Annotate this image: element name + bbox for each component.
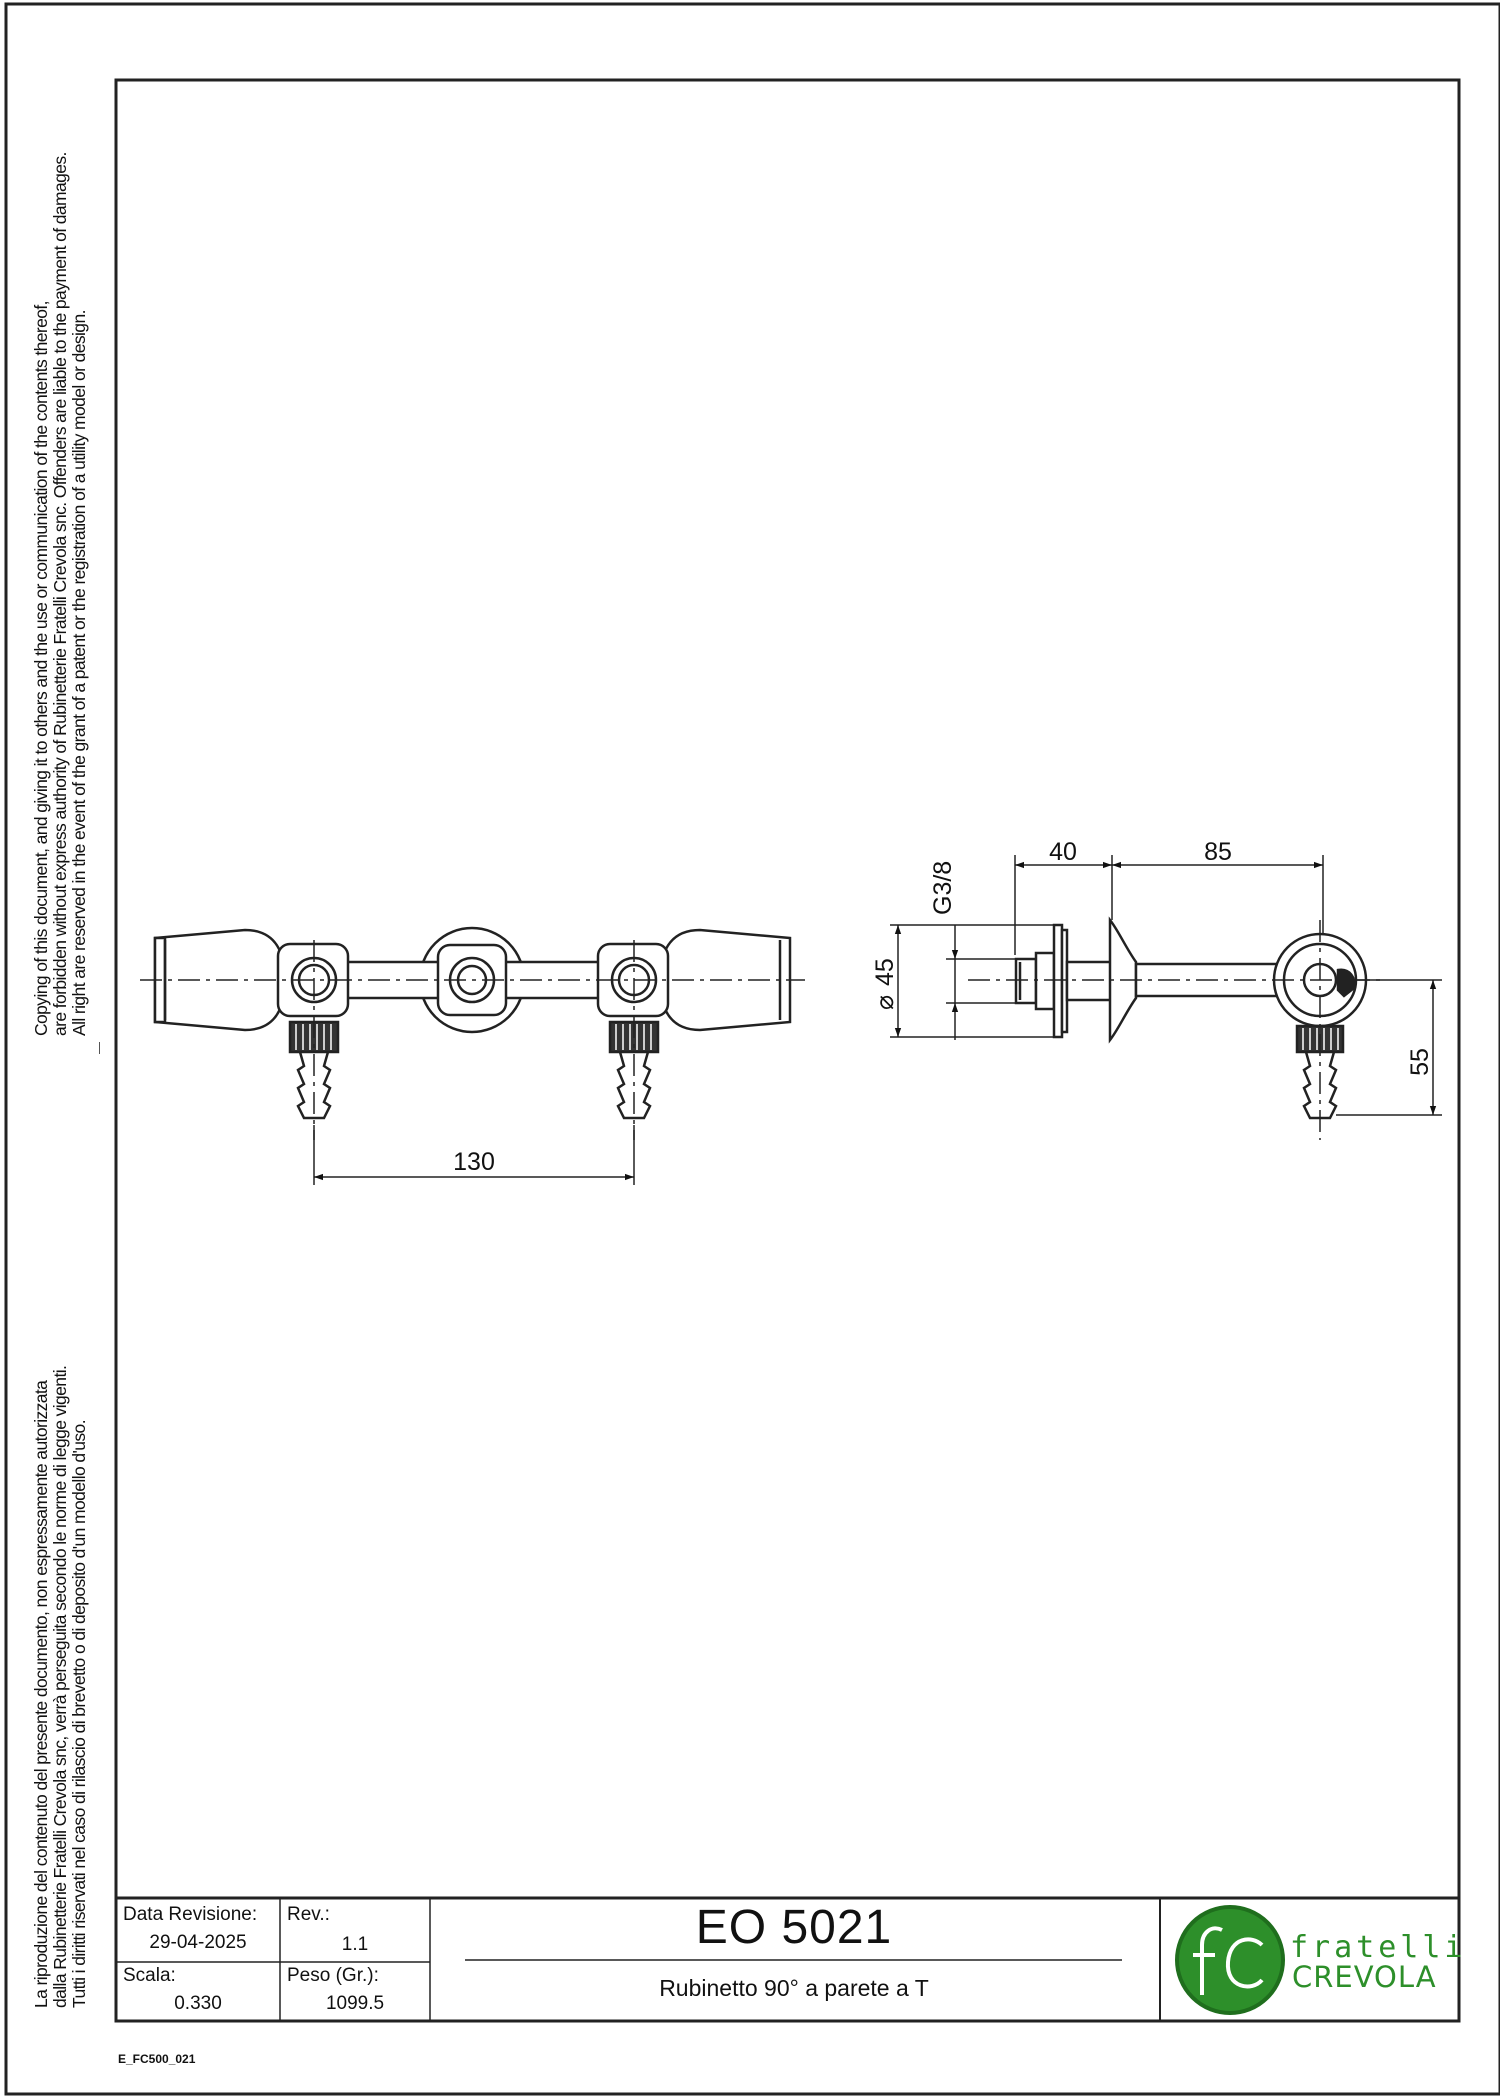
rev-value: 1.1 — [341, 1934, 369, 1955]
revision-date-label: Data Revisione: — [123, 1904, 258, 1925]
page-border — [6, 4, 1500, 2094]
diameter-45-label — [871, 958, 899, 1010]
diameter-symbol: ⌀ — [871, 994, 899, 1010]
brand-name-line2: CREVOLA — [1292, 1960, 1437, 1994]
company-logo — [1177, 1907, 1283, 2013]
legal-notice-line: Copying of this document, and giving it to others and the use or communication of the contents thereof, — [31, 301, 51, 1036]
legal-notice-line: Tutti i diritti riservati nel caso di rilascio di brevetto o di deposito d'un modello d'uso. — [69, 1420, 89, 2008]
thread-g38-label: G3/8 — [929, 860, 957, 915]
file-code: E_FC500_021 — [118, 2052, 196, 2066]
dimension-85-label: 85 — [1204, 838, 1232, 866]
side-view — [1016, 920, 1366, 1118]
diameter-value: 45 — [871, 958, 899, 986]
legal-notice-line: All right are reserved in the event of the grant of a patent or the registration of a utility model or design. — [69, 310, 89, 1036]
dimension-130-label: 130 — [453, 1148, 495, 1176]
front-view — [155, 928, 790, 1118]
brand-name-line1: fratelli — [1290, 1930, 1467, 1965]
rev-label: Rev.: — [287, 1904, 330, 1925]
legal-notice-line: dalla Rubinetterie Fratelli Crevola snc, verrà perseguita secondo le norme di legge vigenti. — [50, 1365, 70, 2008]
legal-notice-line: La riproduzione del contenuto del presente documento, non espressamente autorizzata — [31, 1380, 51, 2008]
revision-date-value: 29-04-2025 — [149, 1932, 247, 1953]
product-code: EO 5021 — [695, 1901, 893, 1954]
dimension-40-label: 40 — [1049, 838, 1077, 866]
legal-notice-line: are forbidden without express authority of Rubinetterie Fratelli Crevola snc. Offenders are liable to the payment of damages. — [50, 152, 70, 1036]
scale-value: 0.330 — [174, 1993, 222, 2014]
dimension-55-label: 55 — [1406, 1048, 1434, 1076]
product-description: Rubinetto 90° a parete a T — [659, 1975, 929, 2001]
scale-label: Scala: — [123, 1965, 176, 1986]
weight-label: Peso (Gr.): — [287, 1965, 379, 1986]
weight-value: 1099.5 — [325, 1993, 385, 2014]
